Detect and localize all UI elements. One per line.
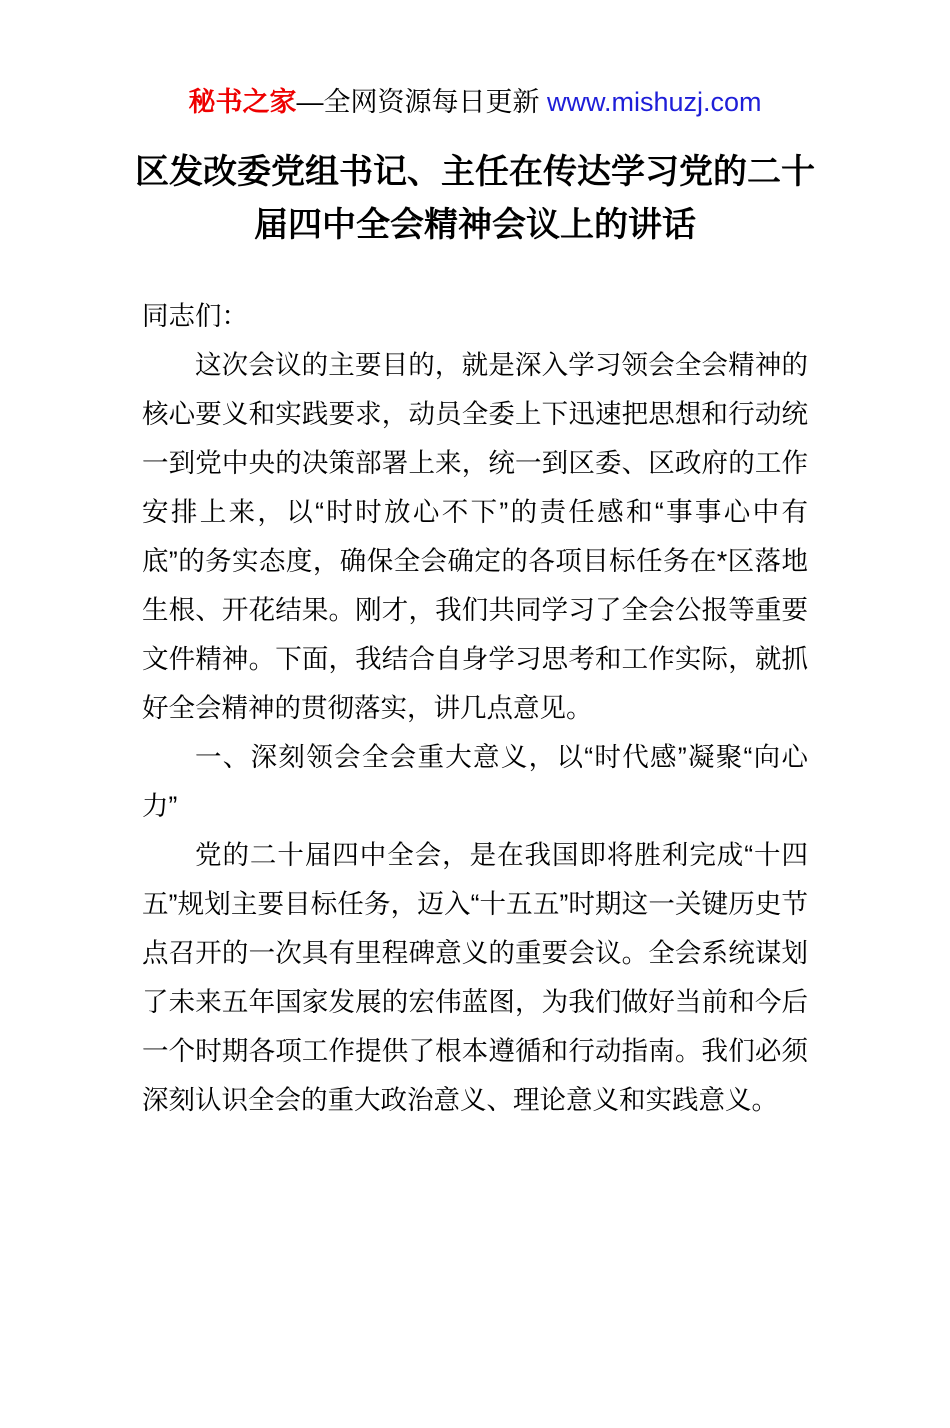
site-tagline: —全网资源每日更新: [296, 87, 547, 117]
paragraph: 党的二十届四中全会，是在我国即将胜利完成“十四五”规划主要目标任务，迈入“十五五”时期这一关键历史节点召开的一次具有里程碑意义的重要会议。全会系统谋划了未来五年国家发展的宏伟蓝图，为我们做好当前和今后一个时期各项工作提供了根本遵循和行动指南。我们必须深刻认识全会的重大政治意义、理论意义和实践意义。: [142, 840, 808, 1115]
page-title: 区发改委党组书记、主任在传达学习党的二十届四中全会精神会议上的讲话: [135, 153, 815, 244]
document-body: [142, 292, 808, 1125]
site-name: 秘书之家: [188, 87, 297, 117]
paragraph: 这次会议的主要目的，就是深入学习领会全会精神的核心要义和实践要求，动员全委上下迅速把思想和行动统一到党中央的决策部署上来，统一到区委、区政府的工作安排上来，以“时时放心不下”的责任感和“事事心中有底”的务实态度，确保全会确定的各项目标任务在*区落地生根、开花结果。刚才，我们共同学习了全会公报等重要文件精神。下面，我结合自身学习思考和工作实际，就抓好全会精神的贯彻落实，讲几点意见。: [142, 350, 808, 723]
site-header: [0, 84, 950, 120]
section-heading: 一、深刻领会全会重大意义，以“时代感”凝聚“向心力”: [142, 742, 808, 821]
site-url-link[interactable]: www.mishuzj.com: [546, 87, 762, 117]
salutation: 同志们：: [142, 301, 248, 331]
